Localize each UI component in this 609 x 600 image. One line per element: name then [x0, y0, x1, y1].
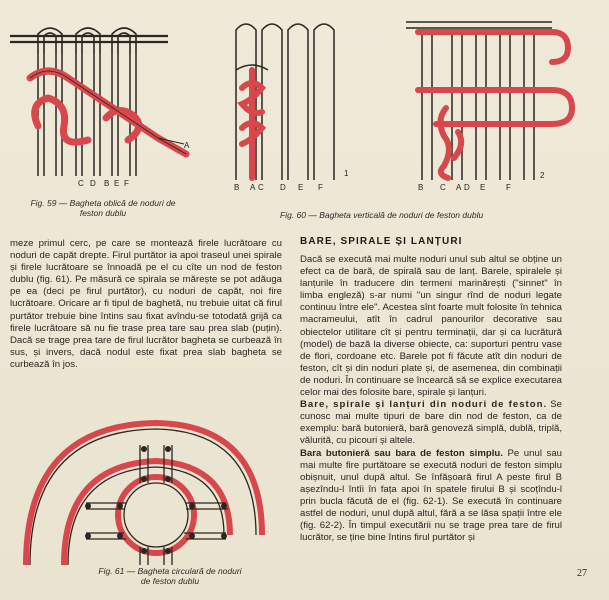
fig60-left-label: A	[250, 183, 256, 192]
page-number: 27	[577, 568, 587, 579]
figure-59	[8, 8, 208, 190]
fig60-caption-text: Fig. 60 — Bagheta verticală de noduri de feston dublu	[280, 210, 484, 220]
left-paragraph: meze primul cerc, pe care se montează firele lucrătoare cu noduri de capăt drepte. Firul purtător ia apoi traseul unei spirale și firele lucrătoare se înnoadă pe el cu cîte un nod de feston dublu (fig. 61). Pe măsură ce spirala se mărește se pot adăuga pe ea (deci pe firul purtător), cu noduri de capăt, noi fire lucrătoare. Oricare ar fi tipul de baghetă, nu trebuie uitat că firul purtător trebuie bine întins sau fixat avîndu-se totodată grijă ca firele lucrătoare să nu fie trase prea tare sau prea slab (puțin). Dacă se trage prea tare de firul lucrător bagheta se curbează în sus, și invers, dacă nodul este fixat prea slab bagheta se curbează în jos.	[10, 238, 282, 370]
fig59-caption	[8, 198, 198, 218]
fig60-right-number: 2	[540, 171, 545, 180]
fig59-bottom-label: C	[78, 179, 84, 188]
fig60-right-label: F	[506, 183, 511, 192]
fig60-right-label: B	[418, 183, 424, 192]
fig60-left-label: F	[318, 183, 323, 192]
fig61-caption-line2: de feston dublu	[140, 576, 200, 586]
right-column	[300, 254, 562, 544]
fig61-caption	[60, 566, 280, 586]
figure-60	[222, 8, 597, 198]
figure-61	[16, 405, 272, 565]
left-column	[10, 238, 282, 371]
fig60-left-label: C	[258, 183, 264, 192]
fig59-label-a: A	[184, 141, 190, 150]
right-paragraph-3	[300, 448, 562, 545]
fig61-caption-line1: Fig. 61 — Bagheta circulară de noduri	[98, 566, 242, 576]
fig60-left-label: E	[298, 183, 304, 192]
right-paragraph-1: Dacă se execută mai multe noduri unul sub altul se obține un efect ca de bară, de spirală sau de lanț. Barele, spiralele și lanțurile în traducere din termeni marinărești ("sinnet" în limba engleză) s-ar numi "un singur rînd de noduri legate continuu între ele". Acestea sînt foarte mult folosite în tehnica macrameului, atît în cadrul panourilor decorative sau obiectelor utilitare cît și pentru terminații, dar și ca lucrătură (model) de bază la diverse obiecte, ca: suporturi pentru vase de flori, cordoane etc. Barele pot fi făcute atît din noduri de feston, cît și din noduri plate și, de asemenea, din combinații de noduri. În continuare se încearcă să se explice executarea celor mai des folosite bare, spirale și lanțuri.	[300, 254, 562, 399]
fig60-left-label: B	[234, 183, 240, 192]
fig60-right-label: E	[480, 183, 486, 192]
right-paragraph-2	[300, 399, 562, 447]
fig59-bottom-label: B	[104, 179, 110, 188]
fig60-right-label: A	[456, 183, 462, 192]
fig60-right-label: D	[464, 183, 470, 192]
sub-heading-buttonhole: Bara butonieră sau bara de feston simplu.	[300, 447, 503, 459]
fig59-bottom-label: D	[90, 179, 96, 188]
fig60-left-label: D	[280, 183, 286, 192]
fig59-bottom-label: F	[124, 179, 129, 188]
fig59-caption-line1: Fig. 59 — Bagheta oblică de noduri de	[30, 198, 176, 208]
fig60-right-label: C	[440, 183, 446, 192]
fig59-caption-line2: feston dublu	[79, 208, 127, 218]
fig60-caption	[280, 210, 580, 220]
sub-heading-bars: Bare, spirale și lanțuri din noduri de feston.	[300, 399, 548, 411]
fig59-bottom-label: E	[114, 179, 120, 188]
fig60-left-number: 1	[344, 169, 349, 178]
section-heading: BARE, SPIRALE ȘI LANȚURI	[300, 236, 463, 247]
right-paragraph-2-text: Se cunosc mai multe tipuri de bare din nod de feston, ca de exemplu: bară butonieră, bară genoveză simplă, dublă, triplă, vălurită, cu picouri și altele.	[300, 399, 562, 447]
right-paragraph-3-text: Pe unul sau mai multe fire purtătoare se execută noduri de feston simplu obișnuit, unul după altul. Se înfășoară firul A peste firul B așezîndu-l întîi în fața apoi în spatele firului B și scoțîndu-l prin bucla făcută de el (fig. 62-1). Se execută în continuare astfel de noduri, unul după altul, fără a se lăsa spații între ele (fig. 62-2). În timpul executării nu se trage prea tare de firul lucrător, se ține bine întins firul purtător și	[300, 447, 562, 544]
